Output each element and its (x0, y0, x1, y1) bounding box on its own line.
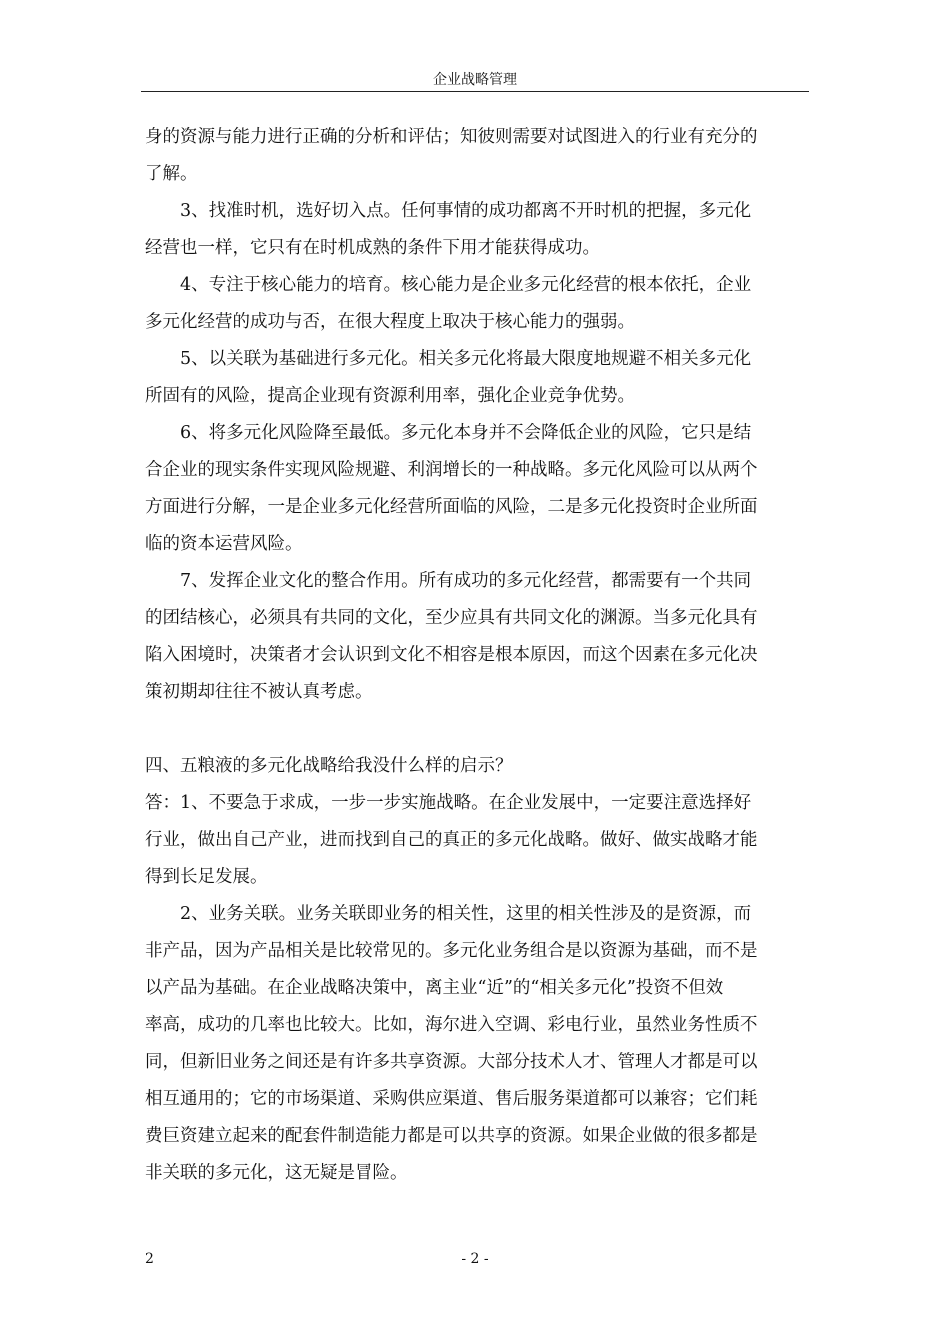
text-line: 四、五粮液的多元化战略给我没什么样的启示？ (145, 756, 513, 776)
blank-line (145, 711, 809, 748)
footer-page-number-left: 2 (145, 1251, 154, 1267)
text-line: 临的资本运营风险。 (145, 534, 303, 554)
text-line: 以产品为基础。在企业战略决策中，离主业“近”的“相关多元化”投资不但效 (145, 978, 724, 998)
text-line: 3、找准时机，选好切入点。任何事情的成功都离不开时机的把握，多元化 (180, 201, 752, 221)
text-line: 非产品，因为产品相关是比较常见的。多元化业务组合是以资源为基础，而不是 (145, 941, 758, 961)
text-line: 4、专注于核心能力的培育。核心能力是企业多元化经营的根本依托，企业 (180, 275, 752, 295)
text-line: 经营也一样，它只有在时机成熟的条件下用才能获得成功。 (145, 238, 600, 258)
text-line: 所固有的风险，提高企业现有资源利用率，强化企业竞争优势。 (145, 386, 635, 406)
text-line: 7、发挥企业文化的整合作用。所有成功的多元化经营，都需要有一个共同 (180, 571, 752, 591)
text-line: 行业，做出自己产业，进而找到自己的真正的多元化战略。做好、做实战略才能 (145, 830, 758, 850)
text-line: 陷入困境时，决策者才会认识到文化不相容是根本原因，而这个因素在多元化决 (145, 645, 758, 665)
text-line: 的团结核心，必须具有共同的文化，至少应具有共同文化的渊源。当多元化具有 (145, 608, 758, 628)
text-line: 相互通用的；它的市场渠道、采购供应渠道、售后服务渠道都可以兼容；它们耗 (145, 1089, 758, 1109)
text-line: 2、业务关联。业务关联即业务的相关性，这里的相关性涉及的是资源，而 (180, 904, 752, 924)
text-line: 费巨资建立起来的配套件制造能力都是可以共享的资源。如果企业做的很多都是 (145, 1126, 758, 1146)
text-line: 策初期却往往不被认真考虑。 (145, 682, 373, 702)
text-line: 非关联的多元化，这无疑是冒险。 (145, 1163, 408, 1183)
text-line: 得到长足发展。 (145, 867, 268, 887)
text-line: 了解。 (145, 164, 198, 184)
text-line: 身的资源与能力进行正确的分析和评估；知彼则需要对试图进入的行业有充分的 (145, 127, 758, 147)
header-divider (141, 91, 809, 92)
text-line: 6、将多元化风险降至最低。多元化本身并不会降低企业的风险，它只是结 (180, 423, 752, 443)
page-header-title: 企业战略管理 (433, 72, 517, 88)
footer-page-number-center: - 2 - (461, 1251, 489, 1267)
document-body (145, 119, 809, 1192)
text-line: 答：1、不要急于求成，一步一步实施战略。在企业发展中，一定要注意选择好 (145, 793, 752, 813)
text-line: 方面进行分解，一是企业多元化经营所面临的风险，二是多元化投资时企业所面 (145, 497, 758, 517)
text-line: 合企业的现实条件实现风险规避、利润增长的一种战略。多元化风险可以从两个 (145, 460, 758, 480)
text-line: 率高，成功的几率也比较大。比如，海尔进入空调、彩电行业，虽然业务性质不 (145, 1015, 758, 1035)
text-line: 5、以关联为基础进行多元化。相关多元化将最大限度地规避不相关多元化 (180, 349, 752, 369)
text-line: 同，但新旧业务之间还是有许多共享资源。大部分技术人才、管理人才都是可以 (145, 1052, 758, 1072)
text-line: 多元化经营的成功与否，在很大程度上取决于核心能力的强弱。 (145, 312, 635, 332)
